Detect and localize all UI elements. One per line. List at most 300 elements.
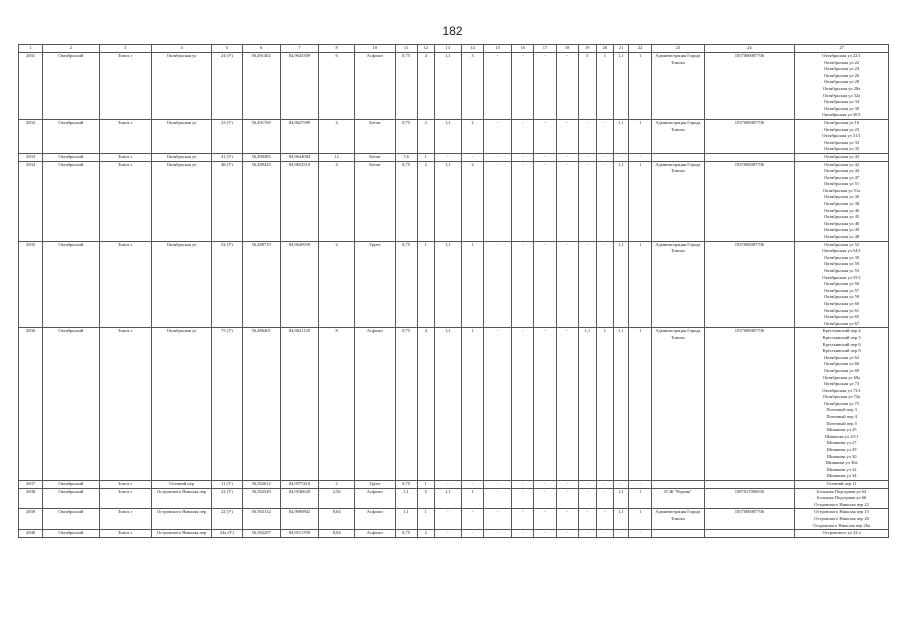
served-address: Шишкова ул 34 bbox=[826, 473, 857, 479]
table-cell: Томск г bbox=[99, 481, 151, 489]
table-cell: - bbox=[578, 530, 596, 538]
column-number-header: 8 bbox=[319, 45, 355, 53]
served-address: Октябрьская ул 40 bbox=[823, 207, 860, 213]
column-number-header: 5 bbox=[212, 45, 242, 53]
column-number-header: 11 bbox=[395, 45, 417, 53]
table-cell: 56,502612 bbox=[242, 481, 280, 489]
served-address: Октябрьская ул 49 bbox=[823, 227, 860, 233]
column-number-row bbox=[19, 45, 889, 53]
table-cell: Октябрьский bbox=[43, 119, 99, 153]
served-address: Октябрьская ул 28 bbox=[823, 79, 860, 85]
table-cell: Томск г bbox=[99, 161, 151, 241]
table-cell: Бетон bbox=[355, 153, 395, 161]
table-cell: Асфальт bbox=[355, 53, 395, 120]
served-addresses-cell bbox=[795, 153, 889, 161]
column-number-header: 10 bbox=[355, 45, 395, 53]
table-cell: Администрация Города Томска bbox=[652, 509, 704, 530]
table-cell: 75 (У) bbox=[212, 328, 242, 481]
table-cell: - bbox=[484, 119, 512, 153]
table-cell: - bbox=[578, 161, 596, 241]
table-cell: - bbox=[434, 530, 461, 538]
table-cell: 0,75 bbox=[395, 481, 417, 489]
column-number-header: 21 bbox=[613, 45, 628, 53]
table-cell: Асфальт bbox=[355, 530, 395, 538]
table-cell: 52 (У) bbox=[212, 241, 242, 328]
table-cell: 1037000087706 bbox=[704, 509, 795, 530]
served-address: Октябрьская ул 69а bbox=[822, 374, 861, 380]
table-cell: 3 bbox=[461, 53, 483, 120]
table-cell: - bbox=[596, 161, 613, 241]
column-number-header: 18 bbox=[556, 45, 578, 53]
table-cell: Томск г bbox=[99, 241, 151, 328]
served-address: Октябрьская ул 33 bbox=[823, 139, 860, 145]
table-cell: - bbox=[461, 530, 483, 538]
table-cell: - bbox=[596, 509, 613, 530]
served-address: Октябрьская ул 75 bbox=[823, 400, 860, 406]
table-cell: 4 bbox=[417, 53, 434, 120]
table-cell: 1,1 bbox=[434, 328, 461, 481]
table-cell: - bbox=[534, 161, 556, 241]
table-cell: 1 bbox=[417, 481, 434, 489]
served-address: Октябрьская ул 57 bbox=[823, 287, 860, 293]
served-address: Шишкова ул 30а bbox=[825, 460, 858, 466]
served-address: Октябрьская ул 66 bbox=[823, 361, 860, 367]
table-cell: - bbox=[556, 488, 578, 509]
table-row bbox=[19, 119, 889, 153]
served-address: Почтовый пер 3 bbox=[826, 407, 857, 413]
table-cell: 6 bbox=[319, 53, 355, 120]
table-cell: 2 bbox=[319, 481, 355, 489]
table-cell: 84,9577410 bbox=[280, 481, 318, 489]
table-cell: - bbox=[596, 241, 613, 328]
column-number-header: 13 bbox=[434, 45, 461, 53]
table-cell: 48 (У) bbox=[212, 161, 242, 241]
table-cell: - bbox=[556, 241, 578, 328]
table-cell: - bbox=[578, 488, 596, 509]
table-cell: 0,75 bbox=[395, 119, 417, 153]
table-cell: 8 bbox=[319, 328, 355, 481]
table-cell: 2 bbox=[461, 119, 483, 153]
table-cell: - bbox=[534, 119, 556, 153]
column-number-header: 23 bbox=[652, 45, 704, 53]
table-cell: 1 bbox=[629, 119, 652, 153]
table-cell: - bbox=[578, 481, 596, 489]
table-cell: 56,502297 bbox=[242, 530, 280, 538]
table-cell: - bbox=[556, 481, 578, 489]
served-address: Шишкова ул 25 bbox=[826, 427, 857, 433]
table-cell: 1,1 bbox=[613, 241, 628, 328]
served-address: Шишкова ул 32 bbox=[826, 466, 857, 472]
table-cell: Октябрьская ул bbox=[151, 153, 211, 161]
served-address: Октябрьская ул 60 bbox=[823, 300, 860, 306]
table-cell: - bbox=[534, 488, 556, 509]
served-address: Октябрьская ул 73/1 bbox=[822, 387, 861, 393]
served-address: Почтовый пер 5 bbox=[826, 420, 857, 426]
table-cell: Томск г bbox=[99, 488, 151, 509]
table-cell: 5 bbox=[417, 488, 434, 509]
table-cell: 5 bbox=[578, 53, 596, 120]
served-address: Октябрьская ул 46 bbox=[823, 220, 860, 226]
table-row bbox=[19, 241, 889, 328]
table-row bbox=[19, 530, 889, 538]
table-cell: - bbox=[434, 509, 461, 530]
table-cell: 84,9690802 bbox=[280, 509, 318, 530]
served-address: Октябрьская ул 44 bbox=[823, 168, 860, 174]
table-cell: 0,75 bbox=[395, 241, 417, 328]
table-cell: Томск г bbox=[99, 530, 151, 538]
served-address: Октябрьская ул 51а bbox=[822, 187, 861, 193]
table-cell: Грунт bbox=[355, 481, 395, 489]
table-cell: 12 bbox=[319, 153, 355, 161]
served-address: Октябрьская ул 67 bbox=[823, 320, 860, 326]
table-cell: 84,9644084 bbox=[280, 153, 318, 161]
table-cell: Островского Николая пер bbox=[151, 509, 211, 530]
served-address: Октябрьская ул 22 bbox=[823, 59, 860, 65]
table-cell: 84,9643509 bbox=[280, 53, 318, 120]
table-cell: Асфальт bbox=[355, 509, 395, 530]
table-cell: Октябрьская ул bbox=[151, 119, 211, 153]
table-cell: 84,9652510 bbox=[280, 161, 318, 241]
served-address: Почтовый пер 4 bbox=[826, 414, 857, 420]
table-cell: - bbox=[484, 53, 512, 120]
table-cell: 56,488719 bbox=[242, 241, 280, 328]
table-cell: Томск г bbox=[99, 119, 151, 153]
table-cell: 84,9511709 bbox=[280, 530, 318, 538]
table-cell: 1037000087706 bbox=[704, 328, 795, 481]
column-number-header: 12 bbox=[417, 45, 434, 53]
column-number-header: 7 bbox=[280, 45, 318, 53]
served-address: Октябрьская ул 73а bbox=[822, 394, 861, 400]
table-cell: 2835 bbox=[19, 241, 43, 328]
table-cell: - bbox=[556, 53, 578, 120]
table-cell: 56,491769 bbox=[242, 119, 280, 153]
table-cell: 0,75 bbox=[395, 53, 417, 120]
table-cell: - bbox=[534, 481, 556, 489]
column-number-header: 14 bbox=[461, 45, 483, 53]
served-address: Островского Николая пер 22 bbox=[814, 501, 869, 507]
served-addresses-cell bbox=[795, 509, 889, 530]
served-address: Большая Подгорная ул 66 bbox=[817, 495, 867, 501]
table-cell: - bbox=[461, 481, 483, 489]
table-cell bbox=[652, 481, 704, 489]
served-address: Октябрьская ул 28а bbox=[822, 85, 861, 91]
table-cell: - bbox=[596, 119, 613, 153]
table-cell: 1 bbox=[629, 53, 652, 120]
table-cell: - bbox=[556, 161, 578, 241]
served-address: Крестьянский пер 5 bbox=[822, 334, 861, 340]
table-cell: 1,1 bbox=[395, 509, 417, 530]
table-cell: 56,490485 bbox=[242, 153, 280, 161]
table-cell: 1 bbox=[629, 161, 652, 241]
table-cell: Октябрьский bbox=[43, 53, 99, 120]
served-address: Октябрьская ул 50 bbox=[823, 261, 860, 267]
table-cell: 7,6 bbox=[395, 153, 417, 161]
column-number-header: 20 bbox=[596, 45, 613, 53]
table-row bbox=[19, 481, 889, 489]
table-cell: - bbox=[596, 488, 613, 509]
table-cell: - bbox=[534, 530, 556, 538]
served-address: Большая Подгорная ул 64 bbox=[817, 488, 867, 494]
table-cell: Томск г bbox=[99, 153, 151, 161]
served-address: Октябрьская ул 26 bbox=[823, 72, 860, 78]
table-cell bbox=[704, 153, 795, 161]
table-cell: 2837 bbox=[19, 481, 43, 489]
served-addresses-cell bbox=[795, 488, 889, 509]
column-number-header: 4 bbox=[151, 45, 211, 53]
table-cell: Администрация Города Томска bbox=[652, 161, 704, 241]
served-address: Октябрьская ул 48 bbox=[823, 234, 860, 240]
table-cell: 1087017000930 bbox=[704, 488, 795, 509]
served-address: Шишкова ул 29 bbox=[826, 447, 857, 453]
table-cell: 4 bbox=[417, 328, 434, 481]
table-cell: 1 bbox=[629, 241, 652, 328]
table-cell: Октябрьская ул bbox=[151, 241, 211, 328]
table-cell: - bbox=[512, 530, 534, 538]
served-address: Октябрьская ул 53 bbox=[823, 268, 860, 273]
table-cell: - bbox=[578, 509, 596, 530]
table-cell: 33 (У) bbox=[212, 119, 242, 153]
table-cell: 1,1 bbox=[613, 119, 628, 153]
column-number-header: 27 bbox=[795, 45, 889, 53]
table-cell: 0,75 bbox=[395, 161, 417, 241]
column-number-header: 16 bbox=[512, 45, 534, 53]
table-cell: 1,1 bbox=[434, 161, 461, 241]
table-cell: 1,1 bbox=[434, 53, 461, 120]
served-address: Шишкова ул 30 bbox=[826, 453, 857, 459]
table-cell: - bbox=[512, 161, 534, 241]
table-cell: - bbox=[556, 328, 578, 481]
table-cell: 84,9546620 bbox=[280, 488, 318, 509]
column-number-header: 19 bbox=[578, 45, 596, 53]
table-cell: Островского Николая пер bbox=[151, 530, 211, 538]
table-cell: - bbox=[596, 153, 613, 161]
column-number-header: 15 bbox=[484, 45, 512, 53]
table-cell: 56,502549 bbox=[242, 488, 280, 509]
table-cell: - bbox=[629, 481, 652, 489]
table-cell: Асфальт bbox=[355, 328, 395, 481]
table-cell: Октябрьский bbox=[43, 328, 99, 481]
table-cell: 24а (У) bbox=[212, 530, 242, 538]
table-cell: 1 bbox=[629, 488, 652, 509]
table-cell: 1,1 bbox=[613, 488, 628, 509]
table-cell: 0,75 bbox=[395, 328, 417, 481]
table-cell: - bbox=[534, 53, 556, 120]
served-address: Октябрьская ул 30/1 bbox=[822, 112, 861, 118]
table-cell: - bbox=[512, 481, 534, 489]
table-cell: 22 (У) bbox=[212, 488, 242, 509]
table-cell: - bbox=[629, 153, 652, 161]
table-cell: - bbox=[484, 328, 512, 481]
table-cell: Томск г bbox=[99, 53, 151, 120]
table-cell bbox=[704, 481, 795, 489]
table-cell: 84,9627589 bbox=[280, 119, 318, 153]
served-address: Октябрьская ул 52 bbox=[823, 241, 860, 247]
table-cell: 56,489425 bbox=[242, 161, 280, 241]
table-cell: - bbox=[578, 119, 596, 153]
served-address: Октябрьская ул 61 bbox=[823, 307, 860, 313]
table-cell: Островского Николая пер bbox=[151, 488, 211, 509]
table-cell: 1037000087706 bbox=[704, 241, 795, 328]
served-address: Островского ул 24 а bbox=[822, 530, 861, 536]
column-number-header: 24 bbox=[704, 45, 795, 53]
served-address: Октябрьская ул 56 bbox=[823, 281, 860, 287]
table-cell: 1,1 bbox=[434, 488, 461, 509]
table-cell: 2,56 bbox=[319, 488, 355, 509]
table-cell: 1 bbox=[417, 153, 434, 161]
served-address: Октябрьская ул 55/1 bbox=[822, 274, 861, 280]
table-cell: Октябрьская ул bbox=[151, 161, 211, 241]
table-cell: ТСЖ "Родник" bbox=[652, 488, 704, 509]
table-cell: - bbox=[534, 153, 556, 161]
table-cell: - bbox=[484, 481, 512, 489]
served-address: Островского Николая пер 26 bbox=[814, 515, 869, 521]
table-cell: - bbox=[484, 153, 512, 161]
table-cell: 8,04 bbox=[319, 509, 355, 530]
table-cell: - bbox=[484, 509, 512, 530]
table-cell: - bbox=[512, 119, 534, 153]
table-cell: 4 bbox=[319, 119, 355, 153]
served-address: Октябрьская ул 34 bbox=[823, 99, 860, 105]
served-address: Крестьянский пер 4 bbox=[822, 328, 861, 334]
table-cell: - bbox=[596, 481, 613, 489]
served-addresses-cell bbox=[795, 530, 889, 538]
table-cell: Октябрьская ул bbox=[151, 53, 211, 120]
table-cell: Асфальт bbox=[355, 488, 395, 509]
served-addresses-cell bbox=[795, 119, 889, 153]
table-cell: Администрация Города Томска bbox=[652, 119, 704, 153]
table-cell: 2834 bbox=[19, 161, 43, 241]
table-cell: 1037000087706 bbox=[704, 53, 795, 120]
table-cell: 2832 bbox=[19, 119, 43, 153]
served-address: Октябрьская ул 73 bbox=[823, 381, 860, 387]
table-cell: - bbox=[556, 153, 578, 161]
served-address: Крестьянский пер 8 bbox=[822, 348, 861, 354]
table-cell: 1 bbox=[417, 241, 434, 328]
served-address: Октябрьская ул 30 bbox=[823, 105, 860, 111]
served-addresses-cell bbox=[795, 481, 889, 489]
table-cell: - bbox=[512, 488, 534, 509]
table-cell: 1 bbox=[596, 328, 613, 481]
table-cell: Осенний пер bbox=[151, 481, 211, 489]
served-addresses-cell bbox=[795, 241, 889, 328]
table-cell: Октябрьский bbox=[43, 530, 99, 538]
table-cell: 1 bbox=[596, 53, 613, 120]
table-cell: Октябрьский bbox=[43, 161, 99, 241]
table-cell: 1,1 bbox=[578, 328, 596, 481]
served-address: Островского Николая пер 15 bbox=[814, 509, 869, 515]
served-address: Октябрьская ул 47 bbox=[823, 174, 860, 180]
table-cell: 1,1 bbox=[434, 241, 461, 328]
table-cell: 1,1 bbox=[613, 328, 628, 481]
table-cell: 2836 bbox=[19, 328, 43, 481]
table-cell: - bbox=[556, 119, 578, 153]
table-cell: 2838 bbox=[19, 488, 43, 509]
table-cell: - bbox=[512, 153, 534, 161]
table-cell: 41 (У) bbox=[212, 153, 242, 161]
table-cell: Томск г bbox=[99, 509, 151, 530]
table-cell: Администрация Города Томска bbox=[652, 53, 704, 120]
table-cell: - bbox=[534, 241, 556, 328]
served-addresses-cell bbox=[795, 53, 889, 120]
table-cell: 56,503132 bbox=[242, 509, 280, 530]
table-cell: 1,1 bbox=[395, 488, 417, 509]
table-cell: 2840 bbox=[19, 530, 43, 538]
table-cell: Октябрьский bbox=[43, 488, 99, 509]
column-number-header: 1 bbox=[19, 45, 43, 53]
table-cell bbox=[652, 530, 704, 538]
table-cell: - bbox=[613, 530, 628, 538]
served-address: Шишкова ул 25/1 bbox=[824, 433, 859, 439]
table-cell: - bbox=[578, 153, 596, 161]
served-address: Октябрьская ул 35 bbox=[823, 146, 860, 152]
table-cell: 11 (У) bbox=[212, 481, 242, 489]
served-address: Октябрьская ул 32а bbox=[822, 92, 861, 98]
served-address: Октябрьская ул 65 bbox=[823, 314, 860, 320]
table-cell: - bbox=[484, 161, 512, 241]
served-address: Октябрьская ул 54/1 bbox=[822, 248, 861, 254]
table-cell: 84,9649939 bbox=[280, 241, 318, 328]
table-cell: 2833 bbox=[19, 153, 43, 161]
table-row bbox=[19, 53, 889, 120]
table-cell: 22 (У) bbox=[212, 509, 242, 530]
table-cell: Октябрьская ул bbox=[151, 328, 211, 481]
table-cell bbox=[652, 153, 704, 161]
table-cell: - bbox=[484, 241, 512, 328]
table-cell: 1,1 bbox=[434, 119, 461, 153]
served-address: Октябрьская ул 62 bbox=[823, 354, 860, 360]
table-cell: Бетон bbox=[355, 119, 395, 153]
table-cell: 24 (У) bbox=[212, 53, 242, 120]
table-cell: - bbox=[534, 509, 556, 530]
served-address: Октябрьская ул 16 bbox=[823, 119, 860, 125]
served-address: Октябрьская ул 69 bbox=[823, 367, 860, 373]
table-cell: 1 bbox=[417, 509, 434, 530]
served-address: Октябрьская ул 23 bbox=[823, 126, 860, 132]
table-cell: - bbox=[629, 530, 652, 538]
table-cell: Администрация Города Томска bbox=[652, 241, 704, 328]
table-row bbox=[19, 328, 889, 481]
table-cell: 1 bbox=[629, 328, 652, 481]
served-addresses-cell bbox=[795, 328, 889, 481]
table-cell: - bbox=[461, 509, 483, 530]
table-row bbox=[19, 161, 889, 241]
served-address: Октябрьская ул 58 bbox=[823, 294, 860, 300]
column-number-header: 6 bbox=[242, 45, 280, 53]
table-row bbox=[19, 153, 889, 161]
table-cell: 2 bbox=[461, 161, 483, 241]
served-address: Октябрьская ул 42 bbox=[823, 161, 860, 167]
table-cell: - bbox=[556, 530, 578, 538]
table-cell: 2839 bbox=[19, 509, 43, 530]
served-address: Октябрьская ул 43 bbox=[823, 153, 860, 159]
table-cell: Администрация Города Томска bbox=[652, 328, 704, 481]
table-cell: - bbox=[484, 530, 512, 538]
table-cell: 84,9621120 bbox=[280, 328, 318, 481]
served-address: Шишкова ул 27 bbox=[826, 440, 857, 446]
table-cell: 1 bbox=[461, 241, 483, 328]
served-address: Осенний пер 11 bbox=[826, 481, 857, 486]
table-cell: - bbox=[613, 481, 628, 489]
table-cell: Октябрьский bbox=[43, 481, 99, 489]
table-cell: - bbox=[596, 530, 613, 538]
column-number-header: 3 bbox=[99, 45, 151, 53]
table-cell: 1,1 bbox=[613, 161, 628, 241]
table-cell: Бетон bbox=[355, 161, 395, 241]
table-cell: 56,486401 bbox=[242, 328, 280, 481]
table-cell: Томск г bbox=[99, 328, 151, 481]
table-cell: - bbox=[556, 509, 578, 530]
table-cell: 1 bbox=[629, 509, 652, 530]
